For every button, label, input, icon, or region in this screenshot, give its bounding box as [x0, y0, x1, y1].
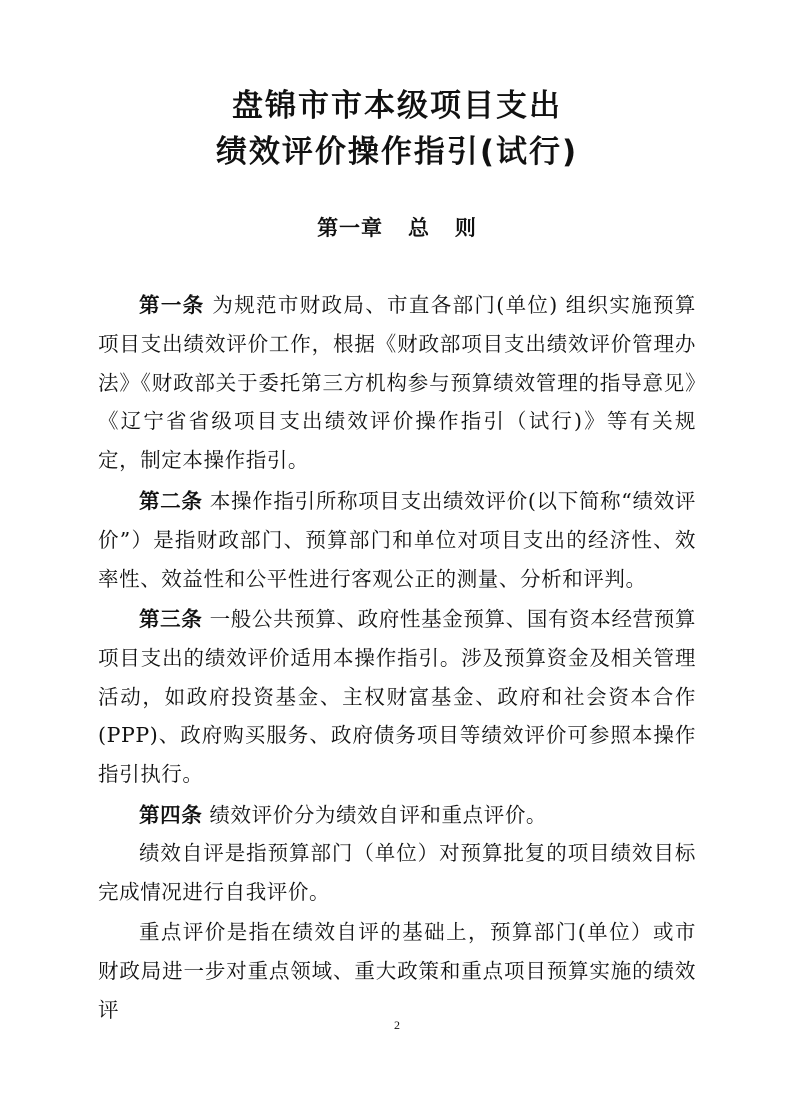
- key-evaluation-text: 重点评价是指在绩效自评的基础上，预算部门(单位）或市财政局进一步对重点领域、重大政策和重点项目预算实施的绩效评: [98, 920, 696, 1022]
- article-1-label: 第一条: [139, 293, 205, 317]
- document-title-line-2: 绩效评价操作指引(试行): [215, 134, 579, 170]
- article-3-paragraph: [98, 600, 696, 794]
- article-4-label: 第四条: [139, 803, 203, 827]
- self-evaluation-paragraph: [98, 834, 696, 912]
- article-3-text: 一般公共预算、政府性基金预算、国有资本经营预算项目支出的绩效评价适用本操作指引。涉及预算资金及相关管理活动，如政府投资基金、主权财富基金、政府和社会资本合作(PPP)、政府购买服务、政府债务项目等绩效评价可参照本操作指引执行。: [98, 607, 696, 787]
- article-1-paragraph: [98, 286, 696, 480]
- page-number: 2: [394, 1018, 400, 1032]
- article-4-paragraph: [98, 796, 696, 835]
- document-title-line-1: 盘锦市市本级项目支出: [232, 88, 562, 124]
- article-2-label: 第二条: [139, 489, 203, 513]
- key-evaluation-paragraph: [98, 913, 696, 1029]
- article-1-text: 为规范市财政局、市直各部门(单位) 组织实施预算项目支出绩效评价工作，根据《财政部项目支出绩效评价管理办法》《财政部关于委托第三方机构参与预算绩效管理的指导意见》《辽宁省省级项目支出绩效评价操作指引（试行)》等有关规定，制定本操作指引。: [98, 293, 696, 473]
- self-evaluation-text: 绩效自评是指预算部门（单位）对预算批复的项目绩效目标完成情况进行自我评价。: [98, 841, 696, 904]
- article-4-text: 绩效评价分为绩效自评和重点评价。: [202, 803, 548, 827]
- article-2-paragraph: [98, 482, 696, 598]
- article-3-label: 第三条: [139, 607, 203, 631]
- article-2-text: 本操作指引所称项目支出绩效评价(以下简称“绩效评价”）是指财政部门、预算部门和单位对项目支出的经济性、效率性、效益性和公平性进行客观公正的测量、分析和评判。: [98, 489, 696, 591]
- chapter-heading: 第一章 总 则: [317, 216, 477, 240]
